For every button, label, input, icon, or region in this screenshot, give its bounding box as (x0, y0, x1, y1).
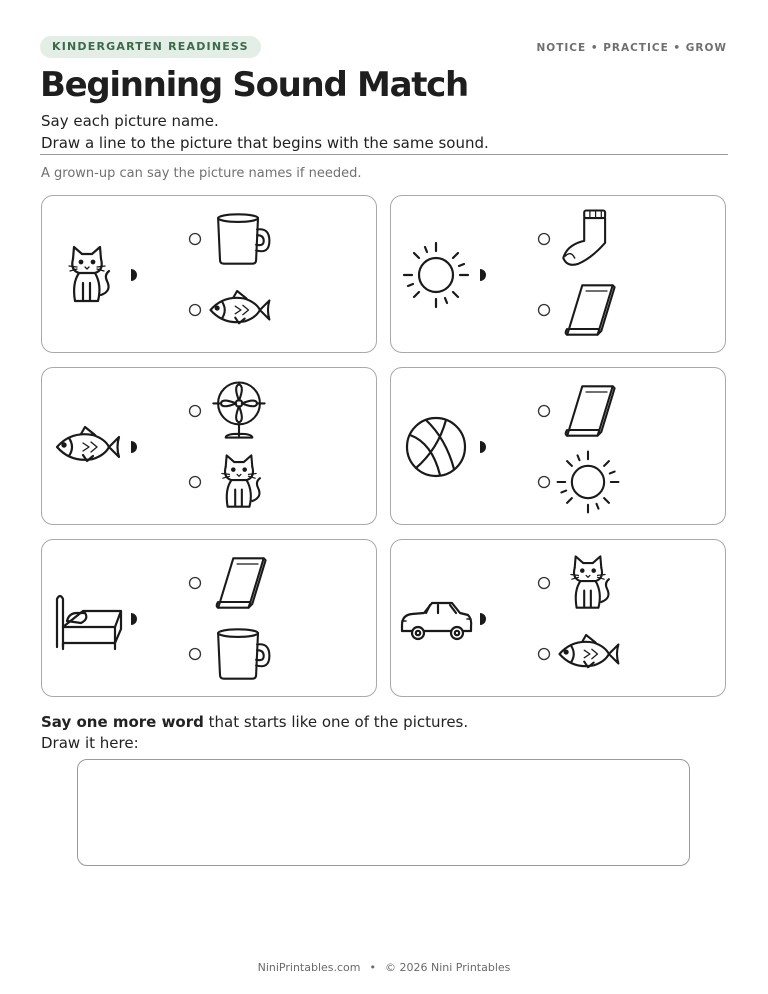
book-icon (566, 386, 615, 435)
sock-icon (563, 211, 605, 265)
fish-icon (57, 427, 119, 461)
match-card-art (42, 196, 378, 354)
match-card (41, 195, 377, 353)
match-card-art (42, 368, 378, 526)
ball-icon (407, 418, 465, 476)
footer-site: NiniPrintables.com (257, 961, 361, 974)
choice-dot[interactable] (190, 649, 201, 660)
connector-dot[interactable] (480, 269, 486, 281)
match-card (390, 539, 726, 697)
choice-dot[interactable] (539, 234, 550, 245)
match-card-art (391, 368, 727, 526)
match-card (390, 195, 726, 353)
instruction-line-1: Say each picture name. (41, 112, 219, 130)
category-badge: KINDERGARTEN READINESS (40, 36, 261, 58)
match-card (390, 367, 726, 525)
draw-label: Draw it here: (41, 734, 139, 752)
match-card-art (391, 540, 727, 698)
choice-dot[interactable] (190, 234, 201, 245)
choice-dot[interactable] (539, 406, 550, 417)
choice-dot[interactable] (539, 649, 550, 660)
match-card (41, 539, 377, 697)
choice-dot[interactable] (190, 305, 201, 316)
choice-dot[interactable] (539, 305, 550, 316)
extra-prompt-bold: Say one more word (41, 713, 204, 731)
choice-dot[interactable] (190, 578, 201, 589)
cat-icon (69, 247, 109, 301)
bed-icon (57, 596, 121, 649)
match-card-art (391, 196, 727, 354)
mug-icon (218, 629, 269, 678)
divider (40, 154, 728, 155)
choice-dot[interactable] (190, 477, 201, 488)
connector-dot[interactable] (480, 441, 486, 453)
connector-dot[interactable] (131, 441, 137, 453)
book-icon (566, 285, 615, 334)
car-icon (402, 603, 471, 639)
mug-icon (218, 214, 269, 263)
cat-icon (222, 455, 260, 506)
grown-up-note: A grown-up can say the picture names if needed. (41, 166, 362, 181)
book-icon (217, 558, 266, 607)
choice-dot[interactable] (539, 578, 550, 589)
extra-prompt (41, 712, 468, 732)
footer-copyright: © 2026 Nini Printables (385, 961, 511, 974)
drawing-box[interactable] (77, 759, 690, 866)
fish-icon (560, 635, 619, 667)
footer-separator: • (369, 961, 376, 974)
connector-dot[interactable] (131, 613, 137, 625)
match-card-art (42, 540, 378, 698)
page-title: Beginning Sound Match (40, 65, 468, 105)
connector-dot[interactable] (480, 613, 486, 625)
choice-dot[interactable] (190, 406, 201, 417)
sun-icon (404, 243, 468, 307)
choice-dot[interactable] (539, 477, 550, 488)
extra-prompt-rest: that starts like one of the pictures. (203, 713, 469, 731)
cat-icon (571, 556, 609, 607)
fish-icon (211, 291, 270, 323)
instruction-line-2: Draw a line to the picture that begins with the same sound. (41, 134, 489, 152)
tagline: NOTICE • PRACTICE • GROW (536, 42, 727, 54)
fan-icon (213, 383, 264, 438)
footer (0, 961, 768, 975)
sun-icon (558, 452, 619, 513)
match-card (41, 367, 377, 525)
connector-dot[interactable] (131, 269, 137, 281)
